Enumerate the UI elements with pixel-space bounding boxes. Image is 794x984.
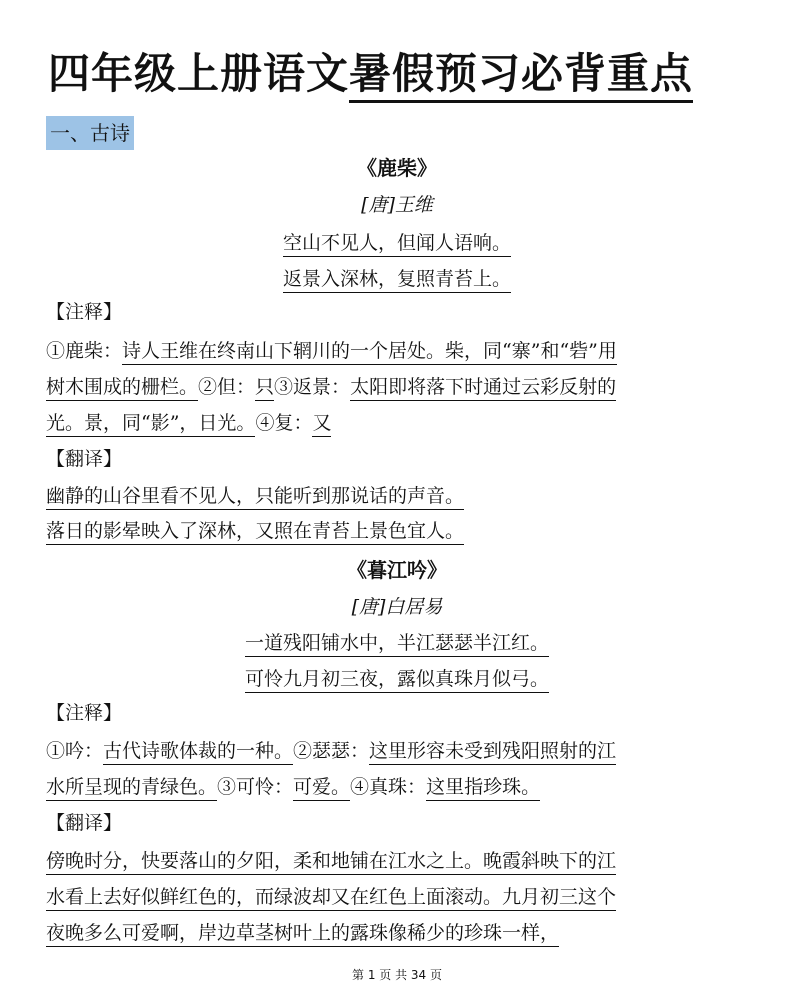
title-part-2: 暑假预习必背重点 [349, 49, 693, 103]
page-footer: 第 1 页 共 34 页 [352, 968, 442, 982]
poem1-author: [唐]王维 [361, 194, 433, 216]
poem2-trans-line-3: 夜晚多么可爱啊，岸边草茎树叶上的露珠像稀少的珍珠一样， [46, 918, 752, 948]
poem2-notes-label: 【注释】 [46, 702, 123, 724]
page-title [48, 46, 768, 102]
poem1-trans-line-2: 落日的影晕映入了深林，又照在青苔上景色宜人。 [46, 516, 752, 546]
poem1-note-line-3: 光。景，同“影”，日光。④复：又 [46, 408, 752, 438]
poem2-trans-line-2: 水看上去好似鲜红色的，而绿波却又在红色上面滚动。九月初三这个 [46, 882, 752, 912]
poem2-trans-line-1: 傍晚时分，快要落山的夕阳，柔和地铺在江水之上。晚霞斜映下的江 [46, 846, 752, 876]
poem2-line-2: 可怜九月初三夜，露似真珠月似弓。 [0, 664, 794, 691]
poem2-title: 《暮江吟》 [347, 558, 447, 582]
poem2-author: [唐]白居易 [351, 596, 443, 618]
poem1-note-line-2: 树木围成的栅栏。②但：只③返景：太阳即将落下时通过云彩反射的 [46, 372, 752, 402]
poem1-trans-line-1: 幽静的山谷里看不见人，只能听到那说话的声音。 [46, 481, 752, 511]
poem1-title: 《鹿柴》 [357, 156, 437, 180]
poem2-note-line-1: ①吟：古代诗歌体裁的一种。②瑟瑟：这里形容未受到残阳照射的江 [46, 736, 752, 766]
poem1-trans-label: 【翻译】 [46, 448, 123, 470]
poem1-note-line-1: ①鹿柴：诗人王维在终南山下辋川的一个居处。柴，同“寨”和“砦”用 [46, 336, 752, 366]
poem2-trans-label: 【翻译】 [46, 812, 123, 834]
poem2-note-line-2: 水所呈现的青绿色。③可怜：可爱。④真珠：这里指珍珠。 [46, 772, 752, 802]
title-part-1: 四年级上册语文 [48, 49, 350, 98]
poem1-line-1: 空山不见人，但闻人语响。 [0, 228, 794, 255]
poem1-notes-label: 【注释】 [46, 301, 123, 323]
poem1-line-2: 返景入深林，复照青苔上。 [0, 264, 794, 291]
section-heading: 一、古诗 [46, 116, 134, 150]
poem2-line-1: 一道残阳铺水中，半江瑟瑟半江红。 [0, 628, 794, 655]
